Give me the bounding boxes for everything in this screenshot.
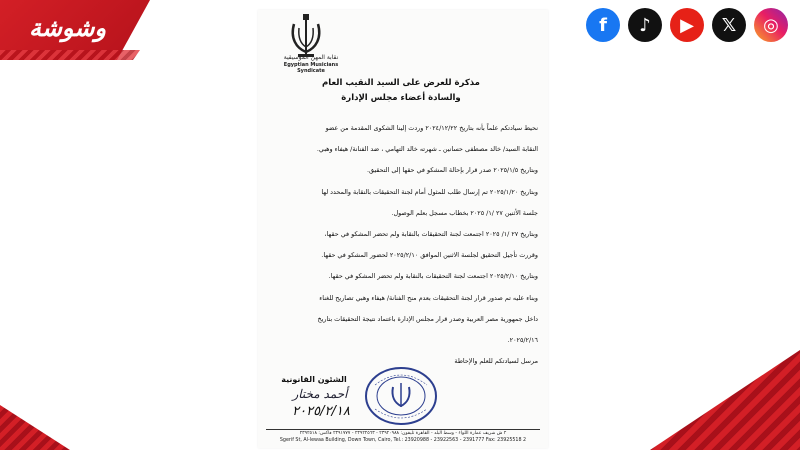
memo-body-line: وقررت تأجيل التحقيق لجلسة الاثنين الموافق ٢٠٢٥/٢/١٠ لحضور المشكو في حقها. [321,251,538,260]
memo-body-line: وبتاريخ ٢٠٢٥/٢/١٠ اجتمعت لجنة التحقيقات بالنقابة ولم تحضر المشكو في حقها. [328,272,538,281]
memo-body [268,118,538,372]
signature: أحمد مختار [292,387,348,401]
syndicate-seal-icon [363,365,439,427]
memo-body-line: داخل جمهورية مصر العربية وصدر قرار مجلس الإدارة باعتماد نتيجة التحقيقات بتاريخ [317,314,538,323]
memo-document [258,10,548,448]
youtube-icon[interactable]: ▶ [670,8,704,42]
brand-logo[interactable]: وشوشة [28,14,107,42]
memo-body-line: نحيط سيادتكم علماً بأنه بتاريخ ٢٠٢٤/١٢/٢٢ وردت إلينا الشكوى المقدمة من عضو [325,124,538,132]
footer-address-en: Sgerif St, Al-lewaa Building, Down Town, Cairo, Tel.: 23920988 - 23922563 - 2391777 Fax: 23925518 2 [279,438,527,443]
instagram-icon[interactable]: ◎ [754,8,788,42]
footer-address-ar: ٢ ش شريف عمارة اللواء - وسط البلد - القاهرة تليفون: ٢٣٩٢٠٩٨٨ - ٢٣٩٢٢٥٦٣ - ٢٣٩١٧٧٧ فاكس: ٢٣٩٢٥١٨ [299,431,507,436]
corner-decoration [0,405,70,450]
brand-banner-stripe [0,50,140,60]
x-icon[interactable]: 𝕏 [712,8,746,42]
signature-date: ٢٠٢٥/٢/١٨ [292,404,350,419]
memo-title-line: والسادة أعضاء مجلس الإدارة [341,93,461,103]
memo-body-line: وبتاريخ ٢٠٢٥/١/٥ صدر قرار بإحالة المشكو في حقها إلى التحقيق. [367,166,538,175]
letterhead [258,14,548,74]
memo-body-line: مرسل لسيادتكم للعلم والإحاطة [454,357,538,366]
tiktok-icon[interactable]: ♪ [628,8,662,42]
memo-body-line: ٢٠٢٥/٢/١٦. [507,336,538,345]
memo-title [266,76,536,106]
memo-body-line: وبناء عليه تم صدور قرار لجنة التحقيقات بعدم منح الفنانة/ هيفاء وهبي تصاريح للغناء [319,293,538,302]
memo-body-line: النقابة السيد/ خالد مصطفى حسانين ـ شهرته خالد التهامي ، ضد الفنانة/ هيفاء وهبي. [316,145,538,154]
footer-divider [266,429,540,430]
social-links [586,8,788,42]
memo-body-line: وبتاريخ ٢٧ /١/ ٢٠٢٥ اجتمعت لجنة التحقيقات بالنقابة ولم تحضر المشكو في حقها، [324,230,538,239]
facebook-icon[interactable]: f [586,8,620,42]
memo-title-line: مذكرة للعرض على السيد النقيب العام [322,78,480,88]
letterhead-name-en: Egyptian Musicians Syndicate [283,62,339,74]
memo-body-line: جلسة الأثنين ٢٧ /١/ ٢٠٢٥ بخطاب مسجل بعلم الوصول. [391,208,538,217]
signature-department: الشئون القانونية [281,375,347,384]
letterhead-name-ar: نقابة المهن الموسيقية [283,54,339,61]
corner-decoration [650,350,800,450]
memo-body-line: وبتاريخ ٢٠٢٥/١/٢٠ تم إرسال طلب للمثول أمام لجنة التحقيقات بالنقابة والمحدد لها [321,187,538,196]
